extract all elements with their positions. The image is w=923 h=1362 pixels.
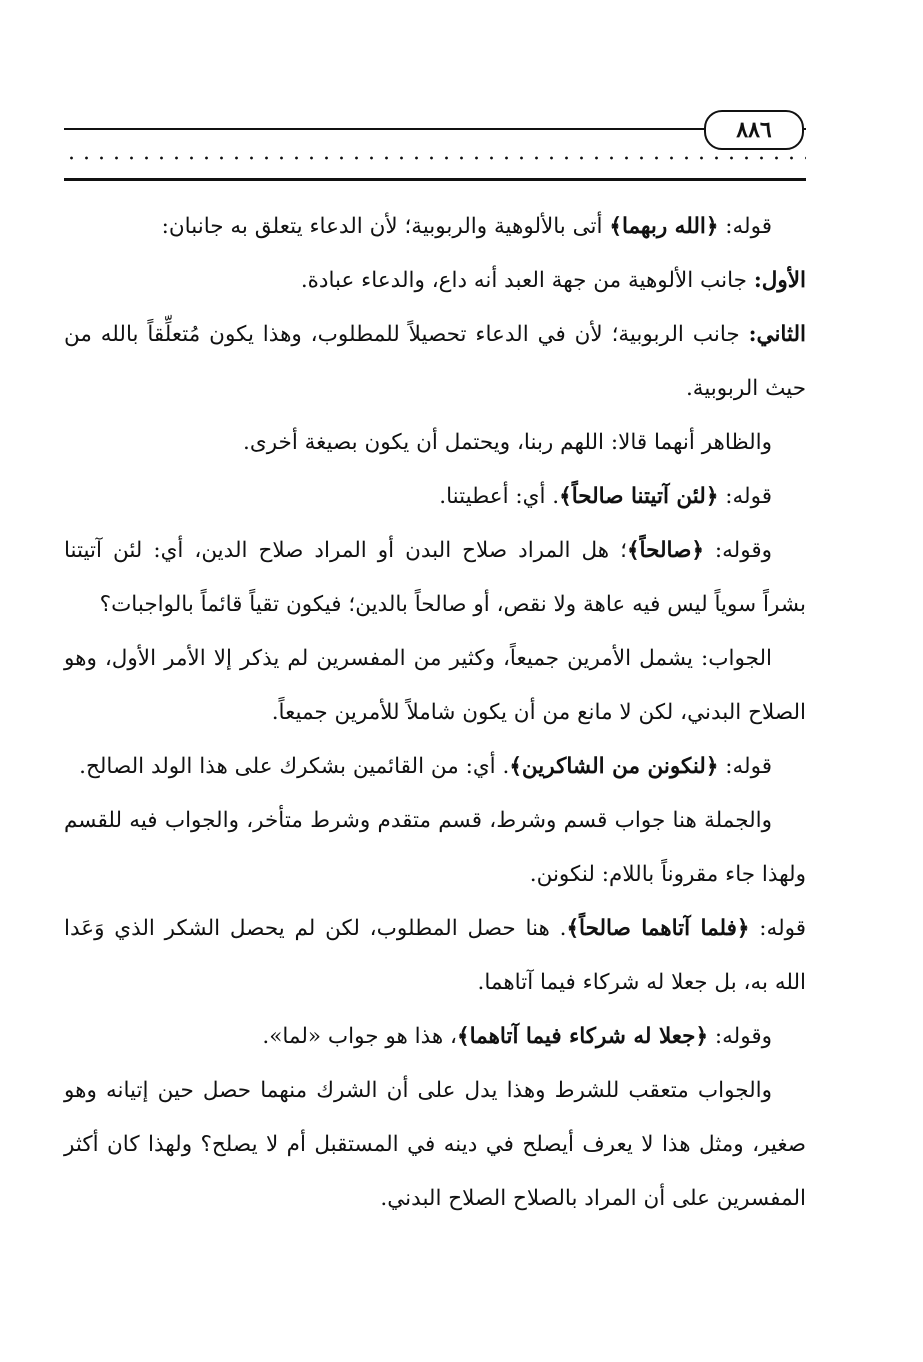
text-segment: . أي: من القائمين بشكرك على هذا الولد الصالح. — [79, 754, 510, 779]
text-segment: . أي: أعطيتنا. — [439, 484, 560, 509]
text-segment: . هنا حصل المطلوب، لكن لم يحصل الشكر الذي وَعَدا الله به، بل جعلا له شركاء فيما آتاهما. — [64, 916, 806, 995]
bold-phrase: ﴿الله ربهما﴾ — [609, 214, 719, 239]
text-segment: والظاهر أنهما قالا: اللهم ربنا، ويحتمل أن يكون بصيغة أخرى. — [243, 430, 772, 455]
paragraph — [64, 1064, 806, 1226]
text-segment: وقوله: — [708, 1024, 772, 1049]
header-rule-top — [64, 128, 806, 130]
bold-phrase: ﴿لنكونن من الشاكرين﴾ — [509, 754, 719, 779]
text-segment: قوله: — [718, 484, 772, 509]
text-segment: ، هذا هو جواب «لما». — [262, 1024, 457, 1049]
paragraph — [64, 632, 806, 740]
text-segment: جانب الألوهية من جهة العبد أنه داع، والدعاء عبادة. — [300, 268, 754, 293]
bold-phrase: ﴿لئن آتيتنا صالحاً﴾ — [559, 484, 719, 509]
paragraph — [64, 416, 806, 470]
bold-phrase: ﴿جعلا له شركاء فيما آتاهما﴾ — [457, 1024, 709, 1049]
paragraph — [64, 740, 806, 794]
text-segment: وقوله: — [703, 538, 772, 563]
text-segment: ؛ هل المراد صلاح البدن أو المراد صلاح الدين، أي: لئن آتيتنا بشراً سوياً ليس فيه عاهة ولا نقص، أو صالحاً بالدين؛ فيكون تقياً قائماً بالواجبات؟ — [64, 538, 806, 617]
text-segment: الجواب: يشمل الأمرين جميعاً، وكثير من المفسرين لم يذكر إلا الأمر الأول، وهو الصلاح البدني، لكن لا مانع من أن يكون شاملاً للأمرين جميعاً. — [64, 646, 806, 725]
paragraph — [64, 200, 806, 254]
bold-phrase: ﴿فلما آتاهما صالحاً﴾ — [566, 916, 750, 941]
bold-phrase: الأول: — [753, 268, 806, 293]
text-segment: قوله: — [718, 214, 772, 239]
page-header — [64, 108, 806, 188]
page-number-badge: ٨٨٦ — [704, 110, 804, 150]
dotted-divider — [64, 156, 806, 160]
paragraph — [64, 1010, 806, 1064]
paragraph — [64, 308, 806, 416]
bold-phrase: الثاني: — [748, 322, 806, 347]
header-rule-bottom — [64, 178, 806, 181]
text-segment: جانب الربوبية؛ لأن في الدعاء تحصيلاً للمطلوب، وهذا يكون مُتعلِّقاً بالله من حيث الربوبية. — [64, 322, 806, 401]
text-segment: قوله: — [718, 754, 772, 779]
paragraph — [64, 254, 806, 308]
paragraph — [64, 470, 806, 524]
text-segment: والجملة هنا جواب قسم وشرط، قسم متقدم وشرط متأخر، والجواب فيه للقسم ولهذا جاء مقروناً باللام: لنكونن. — [64, 808, 806, 887]
text-segment: والجواب متعقب للشرط وهذا يدل على أن الشرك منهما حصل حين إتيانه وهو صغير، ومثل هذا لا يعرف أيصلح في دينه في المستقبل أم لا يصلح؟ ولهذا كان أكثر المفسرين على أن المراد بالصلاح الصلاح البدني. — [64, 1078, 806, 1211]
text-segment: أتى بالألوهية والربوبية؛ لأن الدعاء يتعلق به جانبان: — [161, 214, 610, 239]
text-segment: قوله: — [749, 916, 807, 941]
bold-phrase: ﴿صالحاً﴾ — [626, 538, 704, 563]
paragraph — [64, 794, 806, 902]
page-body-text — [64, 200, 806, 1226]
paragraph — [64, 524, 806, 632]
paragraph — [64, 902, 806, 1010]
